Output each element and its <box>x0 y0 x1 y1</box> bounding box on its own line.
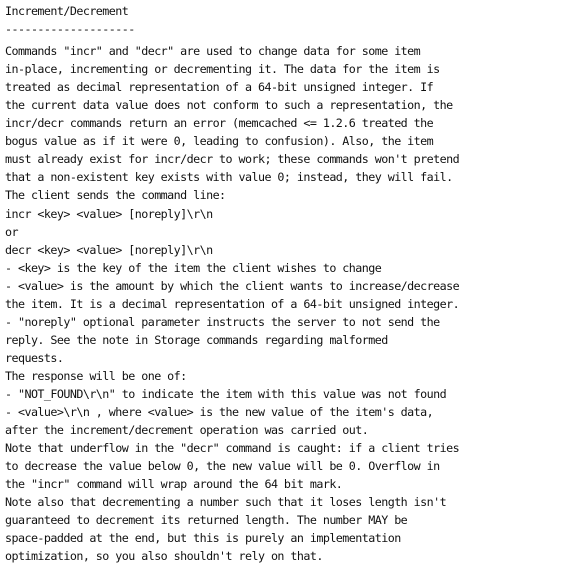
text-line: - <key> is the key of the item the client wishes to change <box>5 260 382 275</box>
text-line: in-place, incrementing or decrementing it. The data for the item is <box>5 62 440 77</box>
text-line: or <box>5 224 18 239</box>
text-line: - <value> is the amount by which the client wants to increase/decrease <box>5 278 460 293</box>
text-line: requests. <box>5 350 64 365</box>
text-line: space-padded at the end, but this is purely an implementation <box>5 531 401 546</box>
text-line: Note that underflow in the "decr" command is caught: if a client tries <box>5 441 460 456</box>
text-line: - <value>\r\n , where <value> is the new value of the item's data, <box>5 405 434 420</box>
text-line: guaranteed to decrement its returned length. The number MAY be <box>5 513 408 528</box>
section-title: Increment/Decrement <box>5 4 129 18</box>
text-line: reply. See the note in Storage commands regarding malformed <box>5 332 388 347</box>
text-line: bogus value as if it were 0, leading to confusion). Also, the item <box>5 134 434 149</box>
text-line: decr <key> <value> [noreply]\r\n <box>5 242 213 257</box>
text-line: incr/decr commands return an error (memcached <= 1.2.6 treated the <box>5 116 434 131</box>
text-line: Note also that decrementing a number such that it loses length isn't <box>5 495 447 510</box>
text-line: must already exist for incr/decr to work; these commands won't pretend <box>5 152 460 167</box>
text-line: that a non-existent key exists with value 0; instead, they will fail. <box>5 170 453 185</box>
text-line: the "incr" command will wrap around the 64 bit mark. <box>5 477 343 492</box>
text-line: optimization, so you also shouldn't rely on that. <box>5 549 323 564</box>
document <box>5 2 558 565</box>
text-line: treated as decimal representation of a 64-bit unsigned integer. If <box>5 80 434 95</box>
text-line: The response will be one of: <box>5 368 187 383</box>
text-line: incr <key> <value> [noreply]\r\n <box>5 206 213 221</box>
text-line: the item. It is a decimal representation of a 64-bit unsigned integer. <box>5 296 460 311</box>
text-line: - "noreply" optional parameter instructs the server to not send the <box>5 314 440 329</box>
text-line: after the increment/decrement operation was carried out. <box>5 423 369 438</box>
text-line: The client sends the command line: <box>5 188 226 203</box>
body-text <box>5 42 558 565</box>
text-line: Commands "incr" and "decr" are used to change data for some item <box>5 44 421 59</box>
text-line: - "NOT_FOUND\r\n" to indicate the item with this value was not found <box>5 386 447 401</box>
text-line: the current data value does not conform to such a representation, the <box>5 98 453 113</box>
text-line: to decrease the value below 0, the new value will be 0. Overflow in <box>5 459 440 474</box>
title-underline: -------------------- <box>5 22 135 37</box>
